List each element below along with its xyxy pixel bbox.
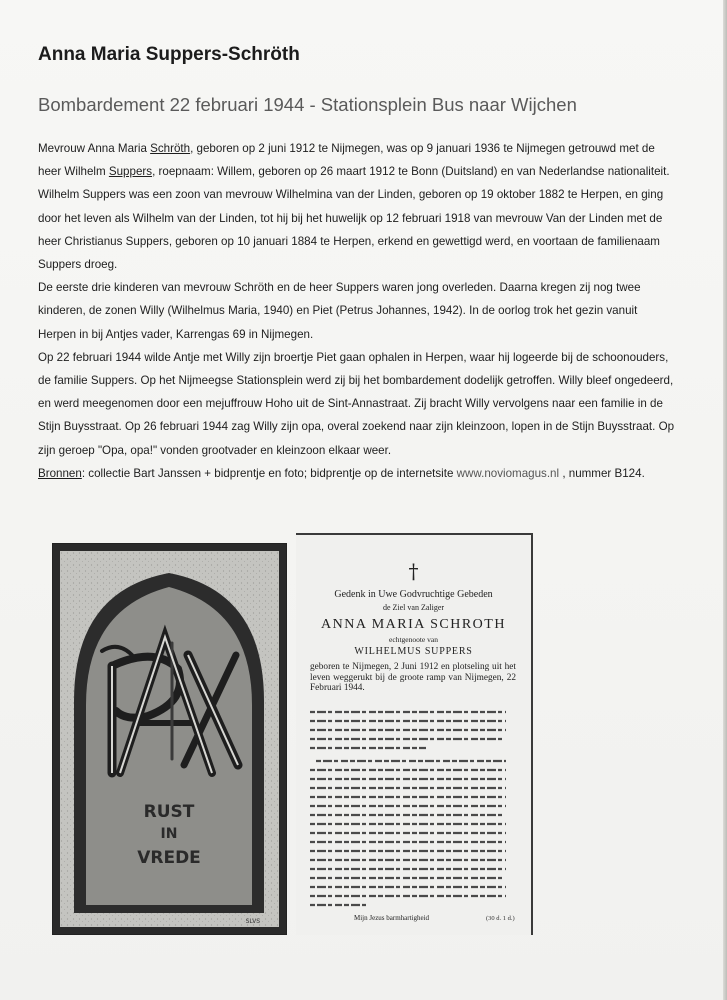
deceased-name: ANNA MARIA SCHROTH	[321, 617, 506, 632]
birth-death-text: geboren te Nijmegen, 2 Juni 1912 en plotseling uit het leven weggerukt bij de groote ramp van Nijmegen, 22 Februari 1944.	[310, 662, 516, 693]
card-wife-of: echtgenoote van	[389, 635, 438, 644]
in-text: IN	[160, 826, 178, 842]
maker-mark: SLVS	[245, 918, 260, 925]
illegible-prayer-text	[306, 708, 521, 908]
closing-invocation: Mijn Jezus barmhartigheid	[354, 914, 430, 922]
page-edge	[723, 0, 727, 1000]
paragraph-bombing: Op 22 februari 1944 wilde Antje met Willy zijn broertje Piet gaan ophalen in Herpen, waar hij logeerde bij de schoonouders, de familie Suppers. Op het Nijmeegse Stationsplein werd zij bij het bombardement dodelijk getroffen. Willy bleef ongedeerd, en werd meegenomen door een mejuffrouw Hoho uit de Sint-Annastraat. Zij bracht Willy vervolgens naar een familie in de Stijn Buysstraat. Op 26 februari 1944 zag Willy zijn opa, overal zoekend naar zijn kleinzoon, lopen in de Stijn Buysstraat. Op zijn geroep "Opa, opa!" vonden grootvader en kleinzoon elkaar weer.	[38, 350, 675, 457]
prayer-card-back-image	[296, 533, 533, 935]
paragraph-sources: Bronnen: collectie Bart Janssen + bidprentje en foto; bidprentje op de internetsite www.noviomagus.nl , nummer B124.	[38, 466, 645, 480]
cross-icon: †	[408, 559, 419, 583]
paragraph-children: De eerste drie kinderen van mevrouw Schröth en de heer Suppers waren jong overleden. Daarna kregen zij nog twee kinderen, de zonen Willy (Wilhelmus Maria, 1940) en Piet (Petrus Johannes, 1942). In de oorlog trok het gezin vanuit Herpen in bij Antjes vader, Karrengas 69 in Nijmegen.	[38, 281, 641, 341]
sources-label: Bronnen	[38, 466, 82, 480]
biography-text	[38, 137, 678, 485]
page-subtitle: Bombardement 22 februari 1944 - Stationsplein Bus naar Wijchen	[38, 94, 577, 115]
card-reference: (30 d. 1 d.)	[486, 915, 515, 922]
prayer-card-front-image	[52, 543, 287, 935]
paragraph-father-origin: Wilhelm Suppers was een zoon van mevrouw Wilhelmina van der Linden, geboren op 19 oktober 1882 te Herpen, en ging door het leven als Wilhelm van der Linden, tot hij bij het huwelijk op 12 februari 1918 van mevrouw Van der Linden met de heer Christianus Suppers, geboren op 10 januari 1884 te Herpen, erkend en gewettigd werd, en voortaan de familienaam Suppers droeg.	[38, 188, 664, 272]
card-intro: Gedenk in Uwe Godvruchtige Gebeden	[334, 589, 493, 600]
surname-suppers: Suppers	[108, 165, 153, 179]
husband-name: WILHELMUS SUPPERS	[354, 646, 473, 657]
source-website: www.noviomagus.nl	[456, 466, 560, 480]
card-intro-soul: de Ziel van Zaliger	[382, 603, 445, 612]
vrede-text: VREDE	[137, 848, 201, 868]
prayer-card-front-picture	[60, 551, 279, 927]
page-title: Anna Maria Suppers-Schröth	[38, 44, 300, 65]
rust-text: RUST	[143, 802, 195, 822]
surname-schroth: Schröth	[150, 142, 191, 155]
paragraph-marriage: Mevrouw Anna Maria Schröth, geboren op 2 juni 1912 te Nijmegen, was op 9 januari 1936 te Nijmegen getrouwd met de heer Wilhelm Suppers, roepnaam: Willem, geboren op 26 maart 1912 te Bonn (Duitsland) en van Nederlandse nationaliteit.	[38, 142, 670, 179]
arched-window-illustration	[60, 551, 279, 927]
